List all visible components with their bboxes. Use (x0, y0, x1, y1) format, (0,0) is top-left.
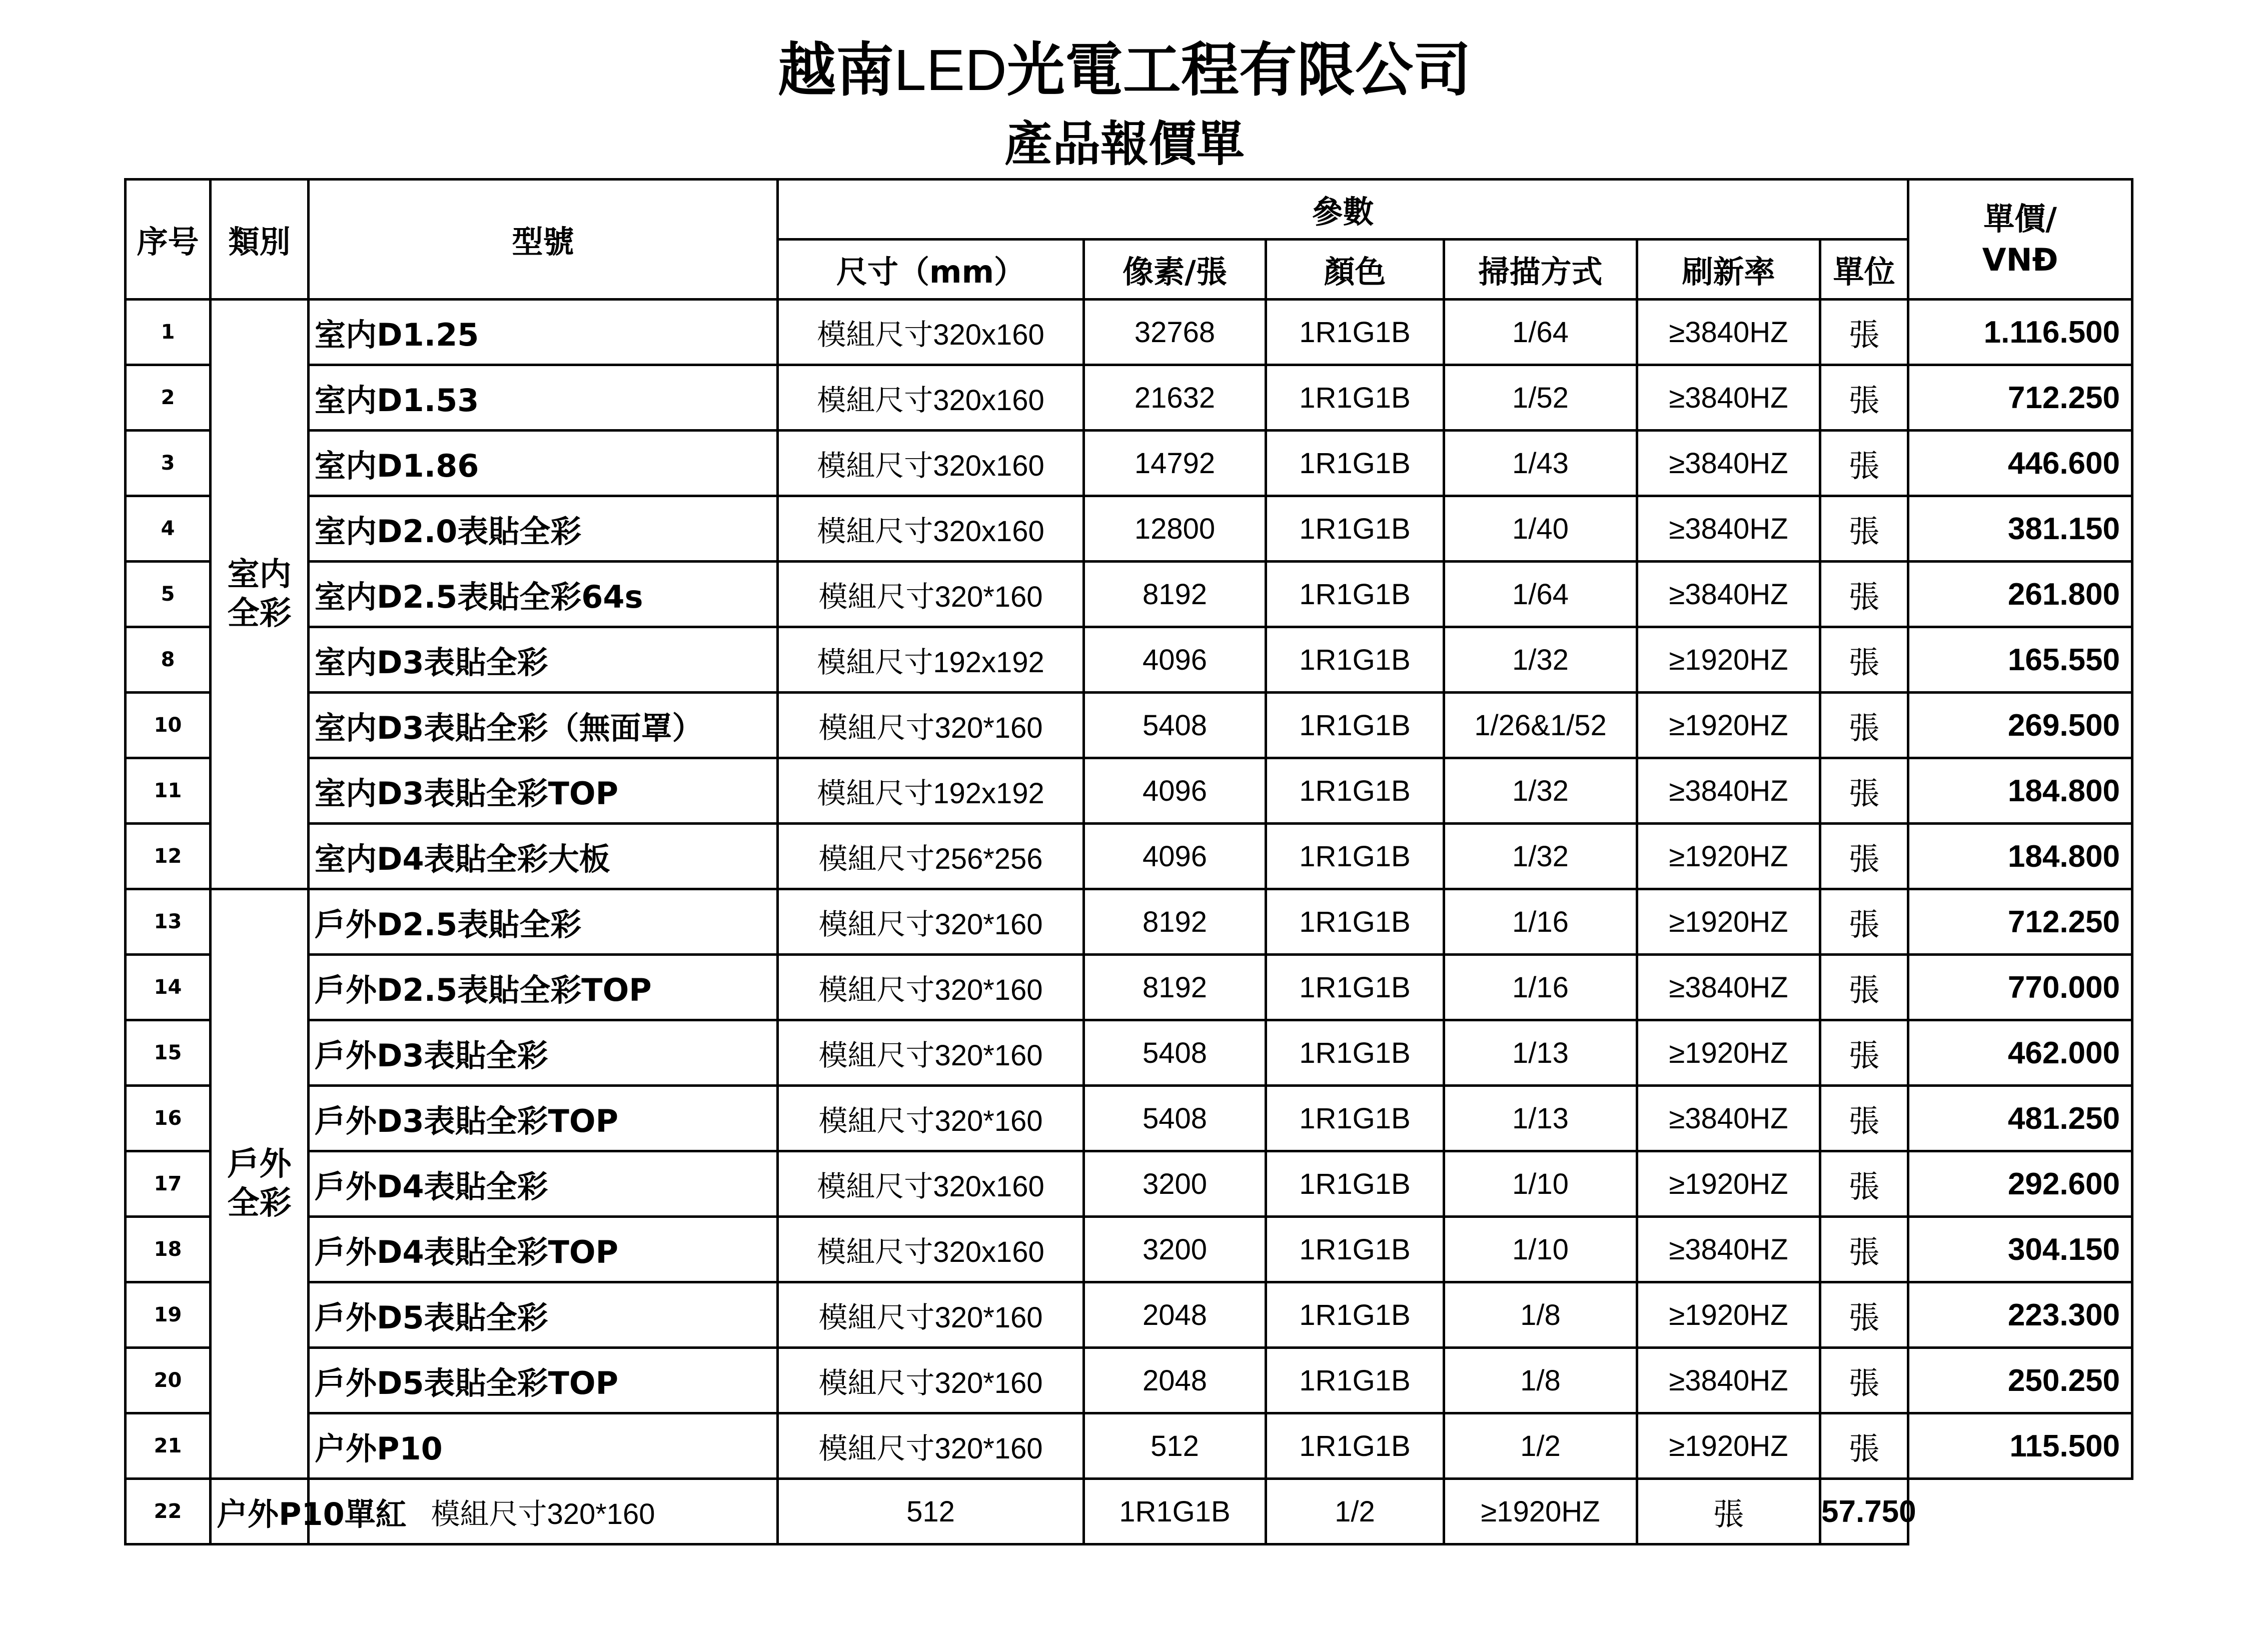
table-row (126, 1020, 2132, 1086)
cell-size: 模組尺寸320x160 (778, 496, 1084, 562)
cell-size: 模組尺寸320*160 (778, 1413, 1084, 1479)
cell-size: 模組尺寸320x160 (778, 365, 1084, 431)
table-row (126, 300, 2132, 365)
cell-unit: 張 (1820, 889, 1908, 955)
cell-price: 712.250 (1908, 889, 2132, 955)
cell-refresh: ≥1920HZ (1637, 1020, 1820, 1086)
cell-scan: 1/32 (1444, 758, 1637, 824)
cell-size: 模組尺寸192x192 (778, 758, 1084, 824)
cell-scan: 1/16 (1444, 955, 1637, 1020)
header-size: 尺寸（mm） (778, 240, 1084, 300)
cell-seq: 22 (126, 1479, 211, 1544)
cell-unit: 張 (1820, 1413, 1908, 1479)
quotation-table (124, 178, 2133, 1545)
cell-model: 戶外D2.5表貼全彩TOP (309, 955, 778, 1020)
cell-refresh: ≥3840HZ (1637, 562, 1820, 627)
cell-size: 模組尺寸320x160 (778, 1217, 1084, 1282)
cell-scan: 1/32 (1444, 627, 1637, 693)
cell-price: 223.300 (1908, 1282, 2132, 1348)
header-category: 類別 (211, 180, 309, 300)
cell-size: 模組尺寸320*160 (778, 1282, 1084, 1348)
cell-price: 165.550 (1908, 627, 2132, 693)
cell-color: 1R1G1B (1266, 562, 1444, 627)
cell-seq: 3 (126, 431, 211, 496)
cell-scan: 1/10 (1444, 1217, 1637, 1282)
cell-seq: 20 (126, 1348, 211, 1413)
cell-refresh: ≥3840HZ (1637, 431, 1820, 496)
cell-pixels: 2048 (1084, 1348, 1266, 1413)
cell-price: 269.500 (1908, 693, 2132, 758)
company-title-suffix: 光電工程有限公司 (1006, 37, 1471, 104)
table-row (126, 1479, 2132, 1544)
cell-refresh: ≥3840HZ (1637, 1217, 1820, 1282)
cell-seq: 2 (126, 365, 211, 431)
cell-unit: 張 (1637, 1479, 1820, 1544)
table-row (126, 758, 2132, 824)
category-outdoor (211, 889, 309, 1479)
cell-color: 1R1G1B (1084, 1479, 1266, 1544)
category-line1: 室内 (227, 556, 292, 593)
cell-scan: 1/8 (1444, 1348, 1637, 1413)
cell-unit: 張 (1820, 758, 1908, 824)
cell-pixels: 512 (778, 1479, 1084, 1544)
cell-model: 室内D1.25 (309, 300, 778, 365)
cell-scan: 1/40 (1444, 496, 1637, 562)
cell-price: 57.750 (1820, 1479, 1908, 1544)
cell-price: 770.000 (1908, 955, 2132, 1020)
cell-pixels: 32768 (1084, 300, 1266, 365)
cell-model: 室内D2.0表貼全彩 (309, 496, 778, 562)
cell-seq: 16 (126, 1086, 211, 1151)
cell-model: 室内D1.86 (309, 431, 778, 496)
cell-pixels: 21632 (1084, 365, 1266, 431)
cell-refresh: ≥3840HZ (1637, 1086, 1820, 1151)
cell-refresh: ≥1920HZ (1637, 627, 1820, 693)
cell-price: 1.116.500 (1908, 300, 2132, 365)
cell-seq: 21 (126, 1413, 211, 1479)
table-row (126, 1413, 2132, 1479)
cell-scan: 1/52 (1444, 365, 1637, 431)
cell-color: 1R1G1B (1266, 300, 1444, 365)
table-body (126, 300, 2132, 1544)
category-line2: 全彩 (227, 595, 292, 632)
cell-model: 戶外D3表貼全彩TOP (309, 1086, 778, 1151)
cell-refresh: ≥3840HZ (1637, 300, 1820, 365)
cell-refresh: ≥1920HZ (1444, 1479, 1637, 1544)
cell-model: 室内D2.5表貼全彩64s (309, 562, 778, 627)
cell-size: 模組尺寸320*160 (778, 1086, 1084, 1151)
cell-scan: 1/16 (1444, 889, 1637, 955)
cell-model: 戶外D5表貼全彩 (309, 1282, 778, 1348)
cell-seq: 18 (126, 1217, 211, 1282)
cell-price: 381.150 (1908, 496, 2132, 562)
cell-unit: 張 (1820, 1151, 1908, 1217)
table-row (126, 627, 2132, 693)
cell-pixels: 2048 (1084, 1282, 1266, 1348)
cell-unit: 張 (1820, 627, 1908, 693)
cell-size: 模組尺寸320*160 (778, 562, 1084, 627)
cell-price: 261.800 (1908, 562, 2132, 627)
cell-unit: 張 (1820, 955, 1908, 1020)
cell-unit: 張 (1820, 1086, 1908, 1151)
cell-unit: 張 (1820, 1282, 1908, 1348)
cell-model: 戶外D4表貼全彩TOP (309, 1217, 778, 1282)
category-line2: 全彩 (227, 1185, 292, 1222)
header-model: 型號 (309, 180, 778, 300)
cell-unit: 張 (1820, 431, 1908, 496)
cell-model: 室内D1.53 (309, 365, 778, 431)
table-row (126, 562, 2132, 627)
cell-price: 304.150 (1908, 1217, 2132, 1282)
cell-pixels: 5408 (1084, 693, 1266, 758)
document-subtitle: 產品報價單 (1004, 116, 1245, 172)
header-unit: 單位 (1820, 240, 1908, 300)
cell-unit: 張 (1820, 1020, 1908, 1086)
table-row (126, 1086, 2132, 1151)
cell-unit: 張 (1820, 496, 1908, 562)
cell-pixels: 14792 (1084, 431, 1266, 496)
cell-pixels: 3200 (1084, 1217, 1266, 1282)
cell-seq: 11 (126, 758, 211, 824)
header-scan: 掃描方式 (1444, 240, 1637, 300)
cell-price: 462.000 (1908, 1020, 2132, 1086)
cell-model: 户外P10 (309, 1413, 778, 1479)
cell-pixels: 12800 (1084, 496, 1266, 562)
cell-refresh: ≥3840HZ (1637, 1348, 1820, 1413)
cell-unit: 張 (1820, 365, 1908, 431)
cell-refresh: ≥1920HZ (1637, 693, 1820, 758)
cell-size: 模組尺寸256*256 (778, 824, 1084, 889)
cell-model: 室内D3表貼全彩 (309, 627, 778, 693)
cell-size: 模組尺寸320x160 (778, 1151, 1084, 1217)
cell-model: 室内D3表貼全彩TOP (309, 758, 778, 824)
cell-scan: 1/26&1/52 (1444, 693, 1637, 758)
cell-pixels: 5408 (1084, 1020, 1266, 1086)
category-indoor (211, 300, 309, 889)
cell-scan: 1/13 (1444, 1020, 1637, 1086)
cell-price: 115.500 (1908, 1413, 2132, 1479)
table-row (126, 1151, 2132, 1217)
cell-size: 模組尺寸320*160 (778, 1348, 1084, 1413)
cell-scan: 1/64 (1444, 562, 1637, 627)
company-title-prefix: 越南 (778, 37, 894, 104)
cell-pixels: 3200 (1084, 1151, 1266, 1217)
cell-pixels: 512 (1084, 1413, 1266, 1479)
cell-scan: 1/10 (1444, 1151, 1637, 1217)
cell-seq: 5 (126, 562, 211, 627)
cell-refresh: ≥3840HZ (1637, 496, 1820, 562)
cell-unit: 張 (1820, 824, 1908, 889)
cell-price: 446.600 (1908, 431, 2132, 496)
cell-seq: 19 (126, 1282, 211, 1348)
cell-seq: 12 (126, 824, 211, 889)
cell-pixels: 8192 (1084, 955, 1266, 1020)
cell-scan: 1/2 (1266, 1479, 1444, 1544)
cell-color: 1R1G1B (1266, 1217, 1444, 1282)
cell-model: 室内D3表貼全彩（無面罩） (309, 693, 778, 758)
cell-color: 1R1G1B (1266, 627, 1444, 693)
cell-pixels: 4096 (1084, 627, 1266, 693)
cell-price: 292.600 (1908, 1151, 2132, 1217)
cell-scan: 1/32 (1444, 824, 1637, 889)
cell-color: 1R1G1B (1266, 1413, 1444, 1479)
cell-scan: 1/64 (1444, 300, 1637, 365)
category-line1: 戶外 (227, 1146, 292, 1183)
table-row (126, 824, 2132, 889)
table-row (126, 365, 2132, 431)
cell-size: 模組尺寸320x160 (778, 300, 1084, 365)
table-row (126, 1282, 2132, 1348)
cell-pixels: 4096 (1084, 758, 1266, 824)
cell-size: 模組尺寸320*160 (778, 955, 1084, 1020)
cell-size: 模組尺寸320*160 (778, 1020, 1084, 1086)
cell-unit: 張 (1820, 693, 1908, 758)
cell-price: 184.800 (1908, 758, 2132, 824)
cell-refresh: ≥1920HZ (1637, 889, 1820, 955)
cell-refresh: ≥3840HZ (1637, 758, 1820, 824)
cell-scan: 1/8 (1444, 1282, 1637, 1348)
cell-pixels: 4096 (1084, 824, 1266, 889)
cell-scan: 1/13 (1444, 1086, 1637, 1151)
cell-size: 模組尺寸320x160 (778, 431, 1084, 496)
header-price-line1: 單價/ (1983, 200, 2057, 237)
cell-unit: 張 (1820, 1217, 1908, 1282)
table-row (126, 889, 2132, 955)
cell-price: 184.800 (1908, 824, 2132, 889)
cell-pixels: 8192 (1084, 889, 1266, 955)
cell-seq: 10 (126, 693, 211, 758)
cell-refresh: ≥1920HZ (1637, 1151, 1820, 1217)
cell-color: 1R1G1B (1266, 431, 1444, 496)
cell-model: 戶外D2.5表貼全彩 (309, 889, 778, 955)
header-params: 參數 (778, 180, 1908, 240)
cell-model: 户外P10單紅 (211, 1479, 309, 1544)
cell-price: 481.250 (1908, 1086, 2132, 1151)
company-title-led: LED (894, 38, 1007, 103)
cell-color: 1R1G1B (1266, 758, 1444, 824)
cell-scan: 1/43 (1444, 431, 1637, 496)
cell-seq: 15 (126, 1020, 211, 1086)
cell-scan: 1/2 (1444, 1413, 1637, 1479)
cell-model: 戶外D5表貼全彩TOP (309, 1348, 778, 1413)
table-row (126, 496, 2132, 562)
table-header (126, 180, 2132, 300)
cell-size: 模組尺寸320*160 (778, 889, 1084, 955)
cell-color: 1R1G1B (1266, 955, 1444, 1020)
cell-refresh: ≥1920HZ (1637, 1413, 1820, 1479)
cell-color: 1R1G1B (1266, 693, 1444, 758)
cell-seq: 13 (126, 889, 211, 955)
cell-pixels: 5408 (1084, 1086, 1266, 1151)
header-color: 顏色 (1266, 240, 1444, 300)
cell-seq: 17 (126, 1151, 211, 1217)
table-row (126, 1348, 2132, 1413)
cell-seq: 8 (126, 627, 211, 693)
cell-refresh: ≥3840HZ (1637, 955, 1820, 1020)
cell-unit: 張 (1820, 300, 1908, 365)
cell-price: 712.250 (1908, 365, 2132, 431)
header-price (1908, 180, 2132, 300)
cell-color: 1R1G1B (1266, 824, 1444, 889)
cell-color: 1R1G1B (1266, 1020, 1444, 1086)
header-refresh: 刷新率 (1637, 240, 1820, 300)
cell-refresh: ≥3840HZ (1637, 365, 1820, 431)
cell-refresh: ≥1920HZ (1637, 824, 1820, 889)
cell-price: 250.250 (1908, 1348, 2132, 1413)
cell-pixels: 8192 (1084, 562, 1266, 627)
header-seq: 序号 (126, 180, 211, 300)
cell-size: 模組尺寸320*160 (778, 693, 1084, 758)
cell-color: 1R1G1B (1266, 496, 1444, 562)
cell-model: 戶外D3表貼全彩 (309, 1020, 778, 1086)
cell-model: 室内D4表貼全彩大板 (309, 824, 778, 889)
cell-model: 戶外D4表貼全彩 (309, 1151, 778, 1217)
cell-seq: 4 (126, 496, 211, 562)
cell-color: 1R1G1B (1266, 1151, 1444, 1217)
table-row (126, 1217, 2132, 1282)
cell-unit: 張 (1820, 1348, 1908, 1413)
cell-refresh: ≥1920HZ (1637, 1282, 1820, 1348)
table-row (126, 431, 2132, 496)
cell-color: 1R1G1B (1266, 1348, 1444, 1413)
company-title (0, 35, 2249, 106)
cell-size: 模組尺寸320*160 (309, 1479, 778, 1544)
cell-unit: 張 (1820, 562, 1908, 627)
cell-color: 1R1G1B (1266, 1086, 1444, 1151)
cell-color: 1R1G1B (1266, 1282, 1444, 1348)
cell-size: 模組尺寸192x192 (778, 627, 1084, 693)
header-price-line2: VNĐ (1982, 241, 2058, 278)
cell-color: 1R1G1B (1266, 889, 1444, 955)
cell-seq: 1 (126, 300, 211, 365)
table-row (126, 693, 2132, 758)
table-row (126, 955, 2132, 1020)
cell-color: 1R1G1B (1266, 365, 1444, 431)
header-pixels: 像素/張 (1084, 240, 1266, 300)
cell-seq: 14 (126, 955, 211, 1020)
